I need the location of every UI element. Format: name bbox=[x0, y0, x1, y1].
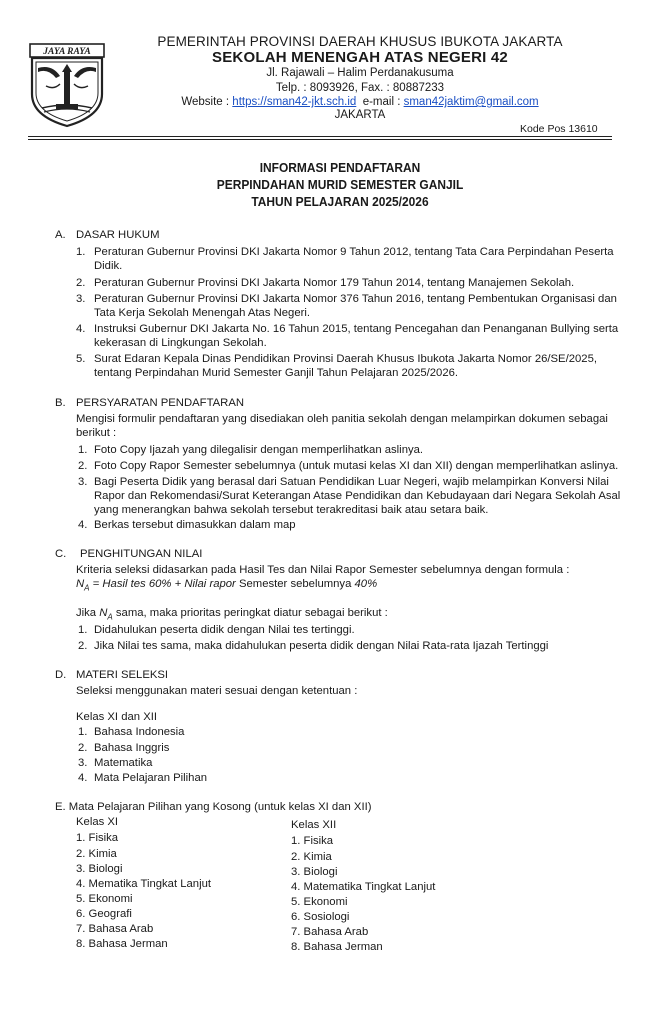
list-number: 2. bbox=[78, 640, 88, 652]
list-item: 2. Kimia bbox=[291, 851, 332, 863]
section-b-letter: B. bbox=[55, 397, 66, 409]
score-formula bbox=[76, 577, 377, 595]
section-b-heading: PERSYARATAN PENDAFTARAN bbox=[76, 397, 245, 409]
list-number: 2. bbox=[76, 277, 86, 289]
list-item: 5. Ekonomi bbox=[76, 893, 133, 905]
school-address: Jl. Rajawali – Halim Perdanakusuma bbox=[266, 67, 454, 79]
list-item: Bahasa Indonesia bbox=[94, 726, 185, 738]
list-item-cont: tentang Perpindahan Murid Semester Ganjil Tahun Pelajaran 2025/2026. bbox=[94, 367, 459, 379]
school-name: SEKOLAH MENENGAH ATAS NEGERI 42 bbox=[212, 49, 508, 66]
tie-a: Jika bbox=[76, 607, 100, 619]
tie-n: N bbox=[99, 607, 108, 619]
school-phone: Telp. : 8093926, Fax. : 80887233 bbox=[275, 82, 445, 94]
list-item: 3. Biologi bbox=[291, 866, 338, 878]
list-item-cont: Tata Kerja Sekolah Menengah Atas Negeri. bbox=[94, 307, 311, 319]
list-item: Matematika bbox=[94, 757, 153, 769]
header-rule bbox=[28, 136, 612, 137]
list-item: 6. Sosiologi bbox=[291, 911, 350, 923]
list-item: 8. Bahasa Jerman bbox=[76, 938, 168, 950]
list-item-cont: yang menerangkan bahwa sekolah tersebut terakreditasi baik atau setara baik. bbox=[94, 504, 489, 516]
list-item-cont: kekerasan di Lingkungan Sekolah. bbox=[94, 337, 267, 349]
svg-text:JAYA RAYA: JAYA RAYA bbox=[43, 47, 91, 57]
list-item: 7. Bahasa Arab bbox=[291, 926, 369, 938]
list-number: 1. bbox=[76, 246, 86, 258]
kelas-xi-title: Kelas XI bbox=[76, 816, 119, 828]
formula-part1: = Hasil tes 60% + Nilai rapor bbox=[89, 578, 236, 590]
formula-part2: Semester sebelumnya bbox=[235, 578, 355, 590]
school-city: JAKARTA bbox=[334, 109, 386, 121]
tie-sub: A bbox=[107, 612, 113, 622]
email-link[interactable]: sman42jaktim@gmail.com bbox=[403, 96, 539, 108]
list-number: 3. bbox=[78, 476, 88, 488]
formula-part3: 40% bbox=[354, 578, 378, 590]
list-number: 3. bbox=[76, 293, 86, 305]
formula-sub: A bbox=[84, 583, 90, 593]
list-item: 3. Biologi bbox=[76, 863, 123, 875]
section-a-letter: A. bbox=[55, 229, 66, 241]
section-d-kelas: Kelas XI dan XII bbox=[76, 711, 158, 723]
website-link[interactable]: https://sman42-jkt.sch.id bbox=[232, 96, 357, 108]
list-number: 4. bbox=[78, 519, 88, 531]
list-item: Instruksi Gubernur DKI Jakarta No. 16 Tahun 2015, tentang Pencegahan dan Penanganan Bullying serta bbox=[94, 323, 619, 335]
gov-name: PEMERINTAH PROVINSI DAERAH KHUSUS IBUKOTA JAKARTA bbox=[157, 34, 563, 49]
section-b-intro-cont: berikut : bbox=[76, 427, 117, 439]
list-item-cont: Rapor dan Rekomendasi/Surat Keterangan Atase Pendidikan dan Kebudayaan dari Negara Sekolah Asal bbox=[94, 490, 621, 502]
list-item: Didahulukan peserta didik dengan Nilai tes tertinggi. bbox=[94, 624, 355, 636]
list-number: 2. bbox=[78, 742, 88, 754]
section-d-heading: MATERI SELEKSI bbox=[76, 669, 169, 681]
doc-title-line2: PERPINDAHAN MURID SEMESTER GANJIL bbox=[216, 177, 464, 192]
contact-line bbox=[120, 97, 600, 109]
website-label: Website : bbox=[181, 96, 230, 108]
list-item: Foto Copy Rapor Semester sebelumnya (untuk mutasi kelas XI dan XII) dengan memperlihatkan aslinya. bbox=[94, 460, 619, 472]
postal-code: Kode Pos 13610 bbox=[520, 123, 598, 135]
section-c-letter: C. bbox=[55, 548, 67, 560]
list-item: 5. Ekonomi bbox=[291, 896, 348, 908]
list-item: Peraturan Gubernur Provinsi DKI Jakarta Nomor 9 Tahun 2012, tentang Tata Cara Perpindahan Peserta bbox=[94, 246, 614, 258]
section-c-intro: Kriteria seleksi didasarkan pada Hasil Tes dan Nilai Rapor Semester sebelumnya dengan formula : bbox=[76, 564, 570, 576]
section-c-heading: PENGHITUNGAN NILAI bbox=[80, 548, 203, 560]
list-item: Foto Copy Ijazah yang dilegalisir dengan memperlihatkan aslinya. bbox=[94, 444, 424, 456]
list-number: 4. bbox=[76, 323, 86, 335]
jaya-raya-emblem-icon bbox=[26, 42, 108, 128]
list-item-cont: Didik. bbox=[94, 260, 123, 272]
list-item: 4. Mematika Tingkat Lanjut bbox=[76, 878, 212, 890]
list-item: Peraturan Gubernur Provinsi DKI Jakarta Nomor 376 Tahun 2016, tentang Pembentukan Organisasi dan bbox=[94, 293, 617, 305]
section-e-heading: E. Mata Pelajaran Pilihan yang Kosong (untuk kelas XI dan XII) bbox=[55, 801, 372, 813]
list-number: 2. bbox=[78, 460, 88, 472]
list-number: 1. bbox=[78, 624, 88, 636]
header-rule-thin bbox=[28, 139, 612, 140]
list-item: 7. Bahasa Arab bbox=[76, 923, 154, 935]
list-item: Bahasa Inggris bbox=[94, 742, 170, 754]
list-number: 3. bbox=[78, 757, 88, 769]
formula-n: N bbox=[76, 578, 85, 590]
list-item: Mata Pelajaran Pilihan bbox=[94, 772, 208, 784]
email-label: e-mail : bbox=[362, 96, 401, 108]
list-item: 4. Matematika Tingkat Lanjut bbox=[291, 881, 436, 893]
list-item: 1. Fisika bbox=[291, 835, 334, 847]
list-item: 8. Bahasa Jerman bbox=[291, 941, 383, 953]
school-logo bbox=[26, 42, 108, 128]
list-item: Surat Edaran Kepala Dinas Pendidikan Provinsi Daerah Khusus Ibukota Jakarta Nomor 26/SE/2025, bbox=[94, 353, 598, 365]
list-number: 5. bbox=[76, 353, 86, 365]
section-b-intro: Mengisi formulir pendaftaran yang disediakan oleh panitia sekolah dengan melampirkan dokumen sebagai bbox=[76, 413, 608, 425]
list-number: 4. bbox=[78, 772, 88, 784]
list-number: 1. bbox=[78, 726, 88, 738]
section-d-letter: D. bbox=[55, 669, 67, 681]
doc-title-line1: INFORMASI PENDAFTARAN bbox=[259, 160, 421, 175]
list-item: 6. Geografi bbox=[76, 908, 132, 920]
doc-title-line3: TAHUN PELAJARAN 2025/2026 bbox=[251, 194, 429, 209]
list-item: 2. Kimia bbox=[76, 848, 117, 860]
tie-b: sama, maka prioritas peringkat diatur sebagai berikut : bbox=[112, 607, 388, 619]
kelas-xii-title: Kelas XII bbox=[291, 819, 337, 831]
section-a-heading: DASAR HUKUM bbox=[76, 229, 160, 241]
list-item: 1. Fisika bbox=[76, 832, 119, 844]
list-item: Jika Nilai tes sama, maka didahulukan peserta didik dengan Nilai Rata-rata Ijazah Tertinggi bbox=[94, 640, 549, 652]
list-item: Peraturan Gubernur Provinsi DKI Jakarta Nomor 179 Tahun 2014, tentang Manajemen Sekolah. bbox=[94, 277, 575, 289]
list-item: Berkas tersebut dimasukkan dalam map bbox=[94, 519, 296, 531]
list-item: Bagi Peserta Didik yang berasal dari Satuan Pendidikan Luar Negeri, wajib melampirkan Konversi Nilai bbox=[94, 476, 609, 488]
section-d-intro: Seleksi menggunakan materi sesuai dengan ketentuan : bbox=[76, 685, 358, 697]
list-number: 1. bbox=[78, 444, 88, 456]
tie-rule-intro bbox=[76, 606, 388, 624]
